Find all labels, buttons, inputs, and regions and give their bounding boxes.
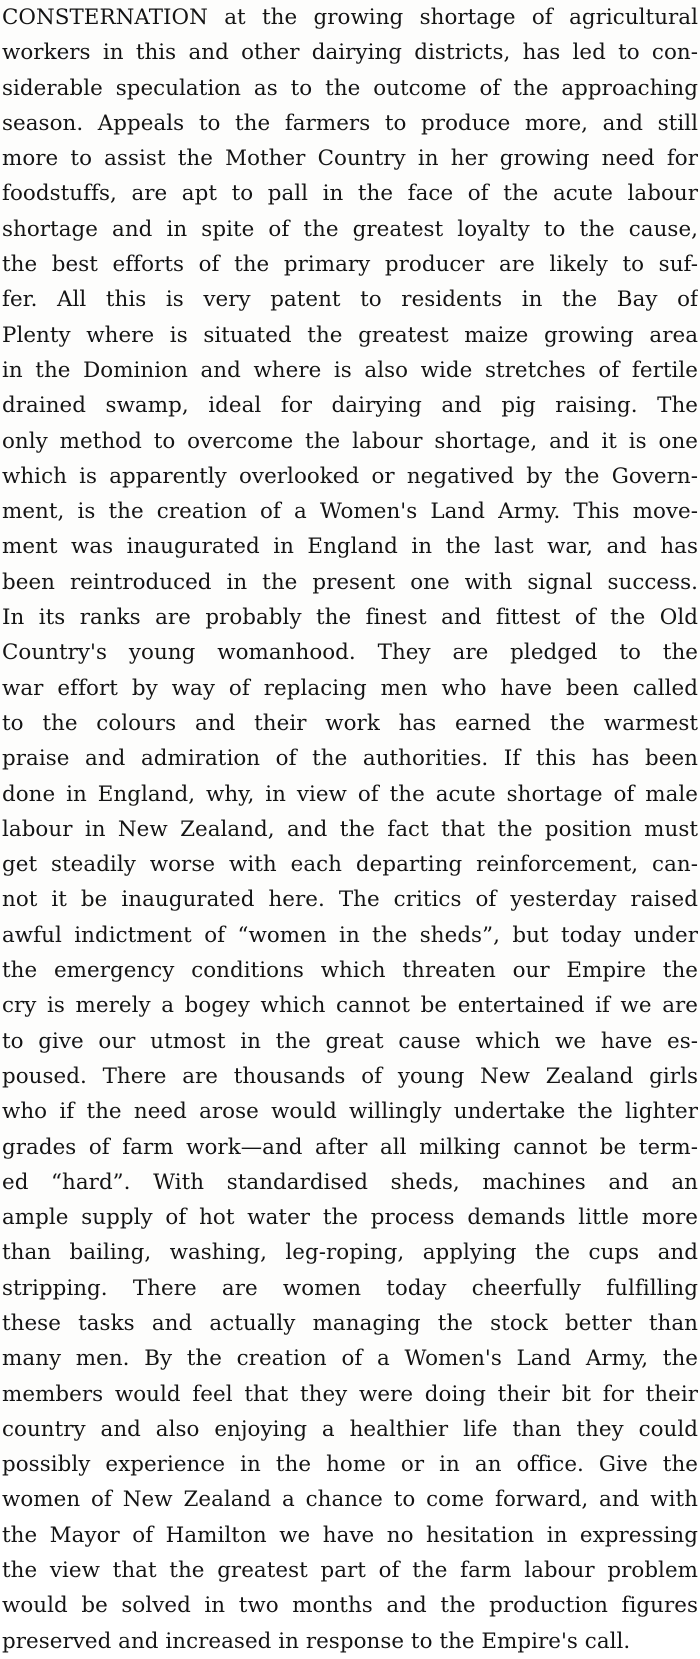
text-line: get steadily worse with each departing reinforcement, can- [2,852,698,878]
text-line: been reintroduced in the present one with signal success. [2,569,698,595]
text-line: to the colours and their work has earned the warmest [2,710,698,736]
text-line: ample supply of hot water the process demands little more [2,1205,698,1231]
text-line: not it be inaugurated here. The critics of yesterday raised [2,887,698,913]
text-line: the best efforts of the primary producer are likely to suf- [2,252,698,278]
text-line: foodstuffs, are apt to pall in the face of the acute labour [2,181,698,207]
text-line: to give our utmost in the great cause which we have es- [2,1028,698,1054]
text-line: more to assist the Mother Country in her growing need for [2,146,698,172]
text-line: fer. All this is very patent to residents in the Bay of [2,287,698,313]
text-line: ment, is the creation of a Women's Land Army. This move- [2,499,698,525]
text-line: country and also enjoying a healthier life than they could [2,1416,698,1442]
text-line: siderable speculation as to the outcome of the approaching [2,75,698,101]
article-body [2,0,698,1659]
text-line: women of New Zealand a chance to come forward, and with [2,1487,698,1513]
text-line: grades of farm work—and after all milking cannot be term- [2,1134,698,1160]
text-line: ed “hard”. With standardised sheds, machines and an [2,1169,698,1195]
text-line: the emergency conditions which threaten our Empire the [2,958,698,984]
text-line: Plenty where is situated the greatest maize growing area [2,322,698,348]
text-line: workers in this and other dairying districts, has led to con- [2,40,698,66]
text-line: members would feel that they were doing their bit for their [2,1381,698,1407]
text-line: would be solved in two months and the production figures [2,1593,698,1619]
text-line: cry is merely a bogey which cannot be entertained if we are [2,993,698,1019]
text-line: only method to overcome the labour shortage, and it is one [2,428,698,454]
text-line: stripping. There are women today cheerfully fulfilling [2,1275,698,1301]
text-line: than bailing, washing, leg-roping, applying the cups and [2,1240,698,1266]
text-line: in the Dominion and where is also wide stretches of fertile [2,357,698,383]
text-line: season. Appeals to the farmers to produce more, and still [2,110,698,136]
text-line: these tasks and actually managing the stock better than [2,1310,698,1336]
text-line: possibly experience in the home or in an office. Give the [2,1452,698,1478]
text-line: labour in New Zealand, and the fact that the position must [2,816,698,842]
text-line: done in England, why, in view of the acute shortage of male [2,781,698,807]
text-line: ment was inaugurated in England in the last war, and has [2,534,698,560]
text-line: preserved and increased in response to the Empire's call. [2,1628,631,1654]
text-line: the view that the greatest part of the farm labour problem [2,1558,698,1584]
text-line: awful indictment of “women in the sheds”, but today under [2,922,698,948]
text-line: war effort by way of replacing men who have been called [2,675,698,701]
text-line: which is apparently overlooked or negatived by the Govern- [2,463,698,489]
text-line: poused. There are thousands of young New Zealand girls [2,1063,698,1089]
text-line: CONSTERNATION at the growing shortage of agricultural [2,5,698,30]
text-line: drained swamp, ideal for dairying and pig raising. The [2,393,698,419]
text-line: In its ranks are probably the finest and fittest of the Old [2,605,698,631]
text-line: the Mayor of Hamilton we have no hesitation in expressing [2,1522,698,1548]
text-line: many men. By the creation of a Women's Land Army, the [2,1346,698,1372]
text-line: who if the need arose would willingly undertake the lighter [2,1099,698,1125]
text-line: Country's young womanhood. They are pledged to the [2,640,698,666]
text-line: praise and admiration of the authorities. If this has been [2,746,698,772]
text-line: shortage and in spite of the greatest loyalty to the cause, [2,216,698,242]
